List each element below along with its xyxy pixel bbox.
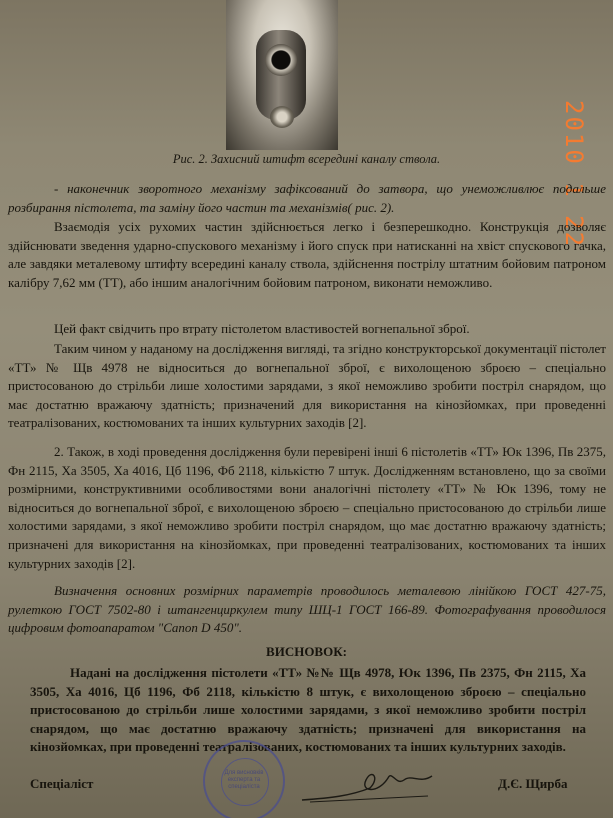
protective-pin <box>270 106 294 128</box>
handwritten-signature <box>300 758 440 808</box>
pistol-barrel-photo <box>226 0 338 150</box>
measurement-note: Визначення основних розмірних параметрів проводилось металевою лінійкою ГОСТ 427-75, рулеткою ГОСТ 7502-80 і штангенциркулем типу ШЦ-1 ГОСТ 166-89. Фотографування проводилося цифровим фотоапаратом "Canon D 450". <box>8 583 606 636</box>
conclusion-text: Надані на дослідження пістолети «ТТ» №№ Щв 4978, Юк 1396, Пв 2375, Фн 2115, Ха 3505, Ха 4016, Цб 1196, Фб 2118, кількістю 8 штук, є вихолощеною зброєю – спеціально пристосованою до стрільби лише холостими зарядами, з якої неможливо зробити постріл снарядом, що має достатню вражаючу здатність; призначені для використання на кінозйомках, при проведенні театралізованих, костюмованих та інших культурних заходів. <box>30 665 586 755</box>
paragraph-2: Взаємодія усіх рухомих частин здійснюється легко і безперешкодно. Конструкція дозволяє здійснювати зведення ударно-спускового механізму і його спуск при натисканні на хвіст спускового гачка, але завдяки металевому штифту всередині каналу ствола, здійснення пострілу штатним бойовим патроном калібру 7,62 мм (ТТ), або іншим аналогічним бойовим патроном, виконати неможливо. <box>8 219 606 290</box>
paragraph-1: - наконечник зворотного механізму зафіксований до затвора, що унеможливлює подальше розбирання пістолета, та заміну його частин та механізмів( рис. 2). <box>8 181 606 215</box>
signature-name: Д.Є. Щирба <box>498 776 568 791</box>
camera-date-stamp: 2010 1 22 <box>560 100 588 249</box>
paragraph-5: 2. Також, в ході проведення дослідження були перевірені інші 6 пістолетів «ТТ» Юк 1396, Пв 2375, Фн 2115, Ха 3505, Ха 4016, Цб 1196, Фб 2118, кількістю 7 штук. Дослідженням встановлено, що за своїми розмірними, конструктивними особливостями вони аналогічні пістолету «ТТ» № Юк 1396, тому не відноситься до вогнепальної зброї, є вихолощеною зброєю – спеціально пристосованою до стрільби лише холостими зарядами, з якої неможливо зробити постріл снарядом, що має достатню вражаючу здатність; призначені для використання на кінозйомках, при проведенні театралізованих, костюмованих та інших культурних заходів [2]. <box>8 444 606 571</box>
paragraph-3: Цей факт свідчить про втрату пістолетом властивостей вогнепальної зброї. <box>54 321 470 336</box>
bore-opening <box>265 44 297 76</box>
signature-label: Спеціаліст <box>30 776 94 791</box>
official-seal <box>203 740 285 818</box>
seal-text: Для висновків експерта та спеціаліста <box>224 770 264 790</box>
conclusion-heading: ВИСНОВОК: <box>266 644 347 659</box>
paragraph-4: Таким чином у наданому на дослідження вигляді, та згідно конструкторської документації пістолет «ТТ» № Щв 4978 не відноситься до вогнепальної зброї, є вихолощеною зброєю – спеціально пристосованою до стрільби лише холостими зарядами, з якої неможливо зробити постріл снарядом, що має достатню вражаючу здатність; призначений для використання на кінозйомках, при проведенні театралізованих, костюмованих та інших культурних заходів [2]. <box>8 341 606 431</box>
photo-caption: Рис. 2. Захисний штифт всередині каналу ствола. <box>172 152 441 166</box>
